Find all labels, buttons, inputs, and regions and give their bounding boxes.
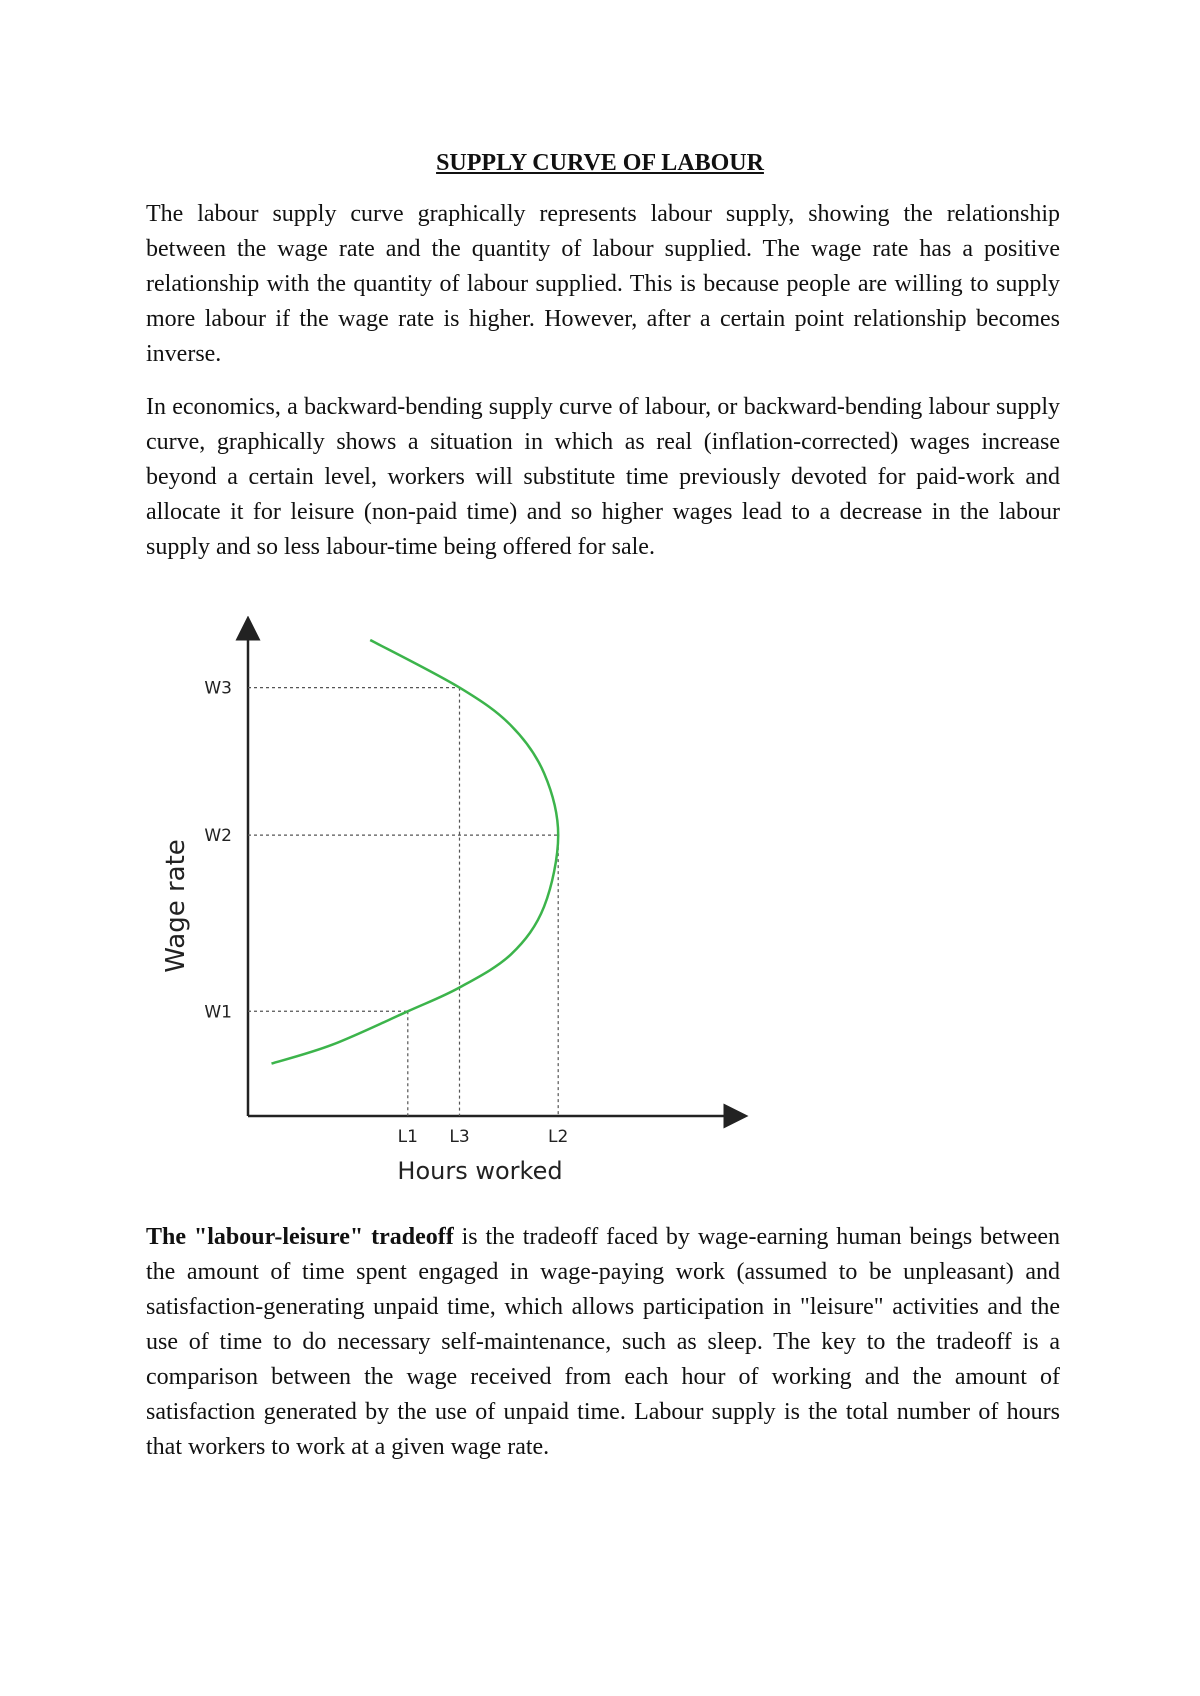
labour-supply-chart [140, 616, 760, 1196]
supply-curve-line [272, 640, 559, 1064]
y-tick-label-w3: W3 [204, 678, 232, 699]
y-tick-label-w2: W2 [204, 826, 232, 847]
labour-leisure-term: The "labour-leisure" tradeoff [146, 1224, 454, 1250]
guide-lines [248, 688, 558, 1116]
x-tick-label-l3: L3 [449, 1127, 470, 1147]
labour-leisure-text: is the tradeoff faced by wage-earning human beings between the amount of time spent engaged in wage-paying work (assumed to be unpleasant) and satisfaction-generating unpaid time, which allows participation in "leisure" activities and the use of time to do necessary self-maintenance, such as sleep. The key to the tradeoff is a comparison between the wage received from each hour of working and the amount of satisfaction generated by the use of unpaid time. Labour supply is the total number of hours that workers to work at a given wage rate. [146, 1224, 1060, 1460]
chart-svg [140, 616, 760, 1196]
paragraph-backward-bending: In economics, a backward-bending supply curve of labour, or backward-bending labour supply curve, graphically shows a situation in which as real (inflation-corrected) wages increase beyond a certain level, workers will substitute time previously devoted for paid-work and allocate it for leisure (non-paid time) and so higher wages lead to a decrease in the labour supply and so less labour-time being offered for sale. [146, 394, 1060, 560]
y-axis-title: Wage rate [161, 839, 191, 973]
paragraph-labour-supply-curve: The labour supply curve graphically represents labour supply, showing the relationship between the wage rate and the quantity of labour supplied. The wage rate has a positive relationship with the quantity of labour supplied. This is because people are willing to supply more labour if the wage rate is higher. However, after a certain point relationship becomes inverse. [146, 201, 1060, 367]
paragraph-labour-leisure [146, 1220, 1060, 1465]
y-tick-label-w1: W1 [204, 1002, 232, 1023]
x-axis-title: Hours worked [397, 1157, 563, 1185]
x-tick-label-l2: L2 [548, 1127, 569, 1147]
document-title: SUPPLY CURVE OF LABOUR [436, 150, 764, 176]
x-tick-label-l1: L1 [397, 1127, 418, 1147]
